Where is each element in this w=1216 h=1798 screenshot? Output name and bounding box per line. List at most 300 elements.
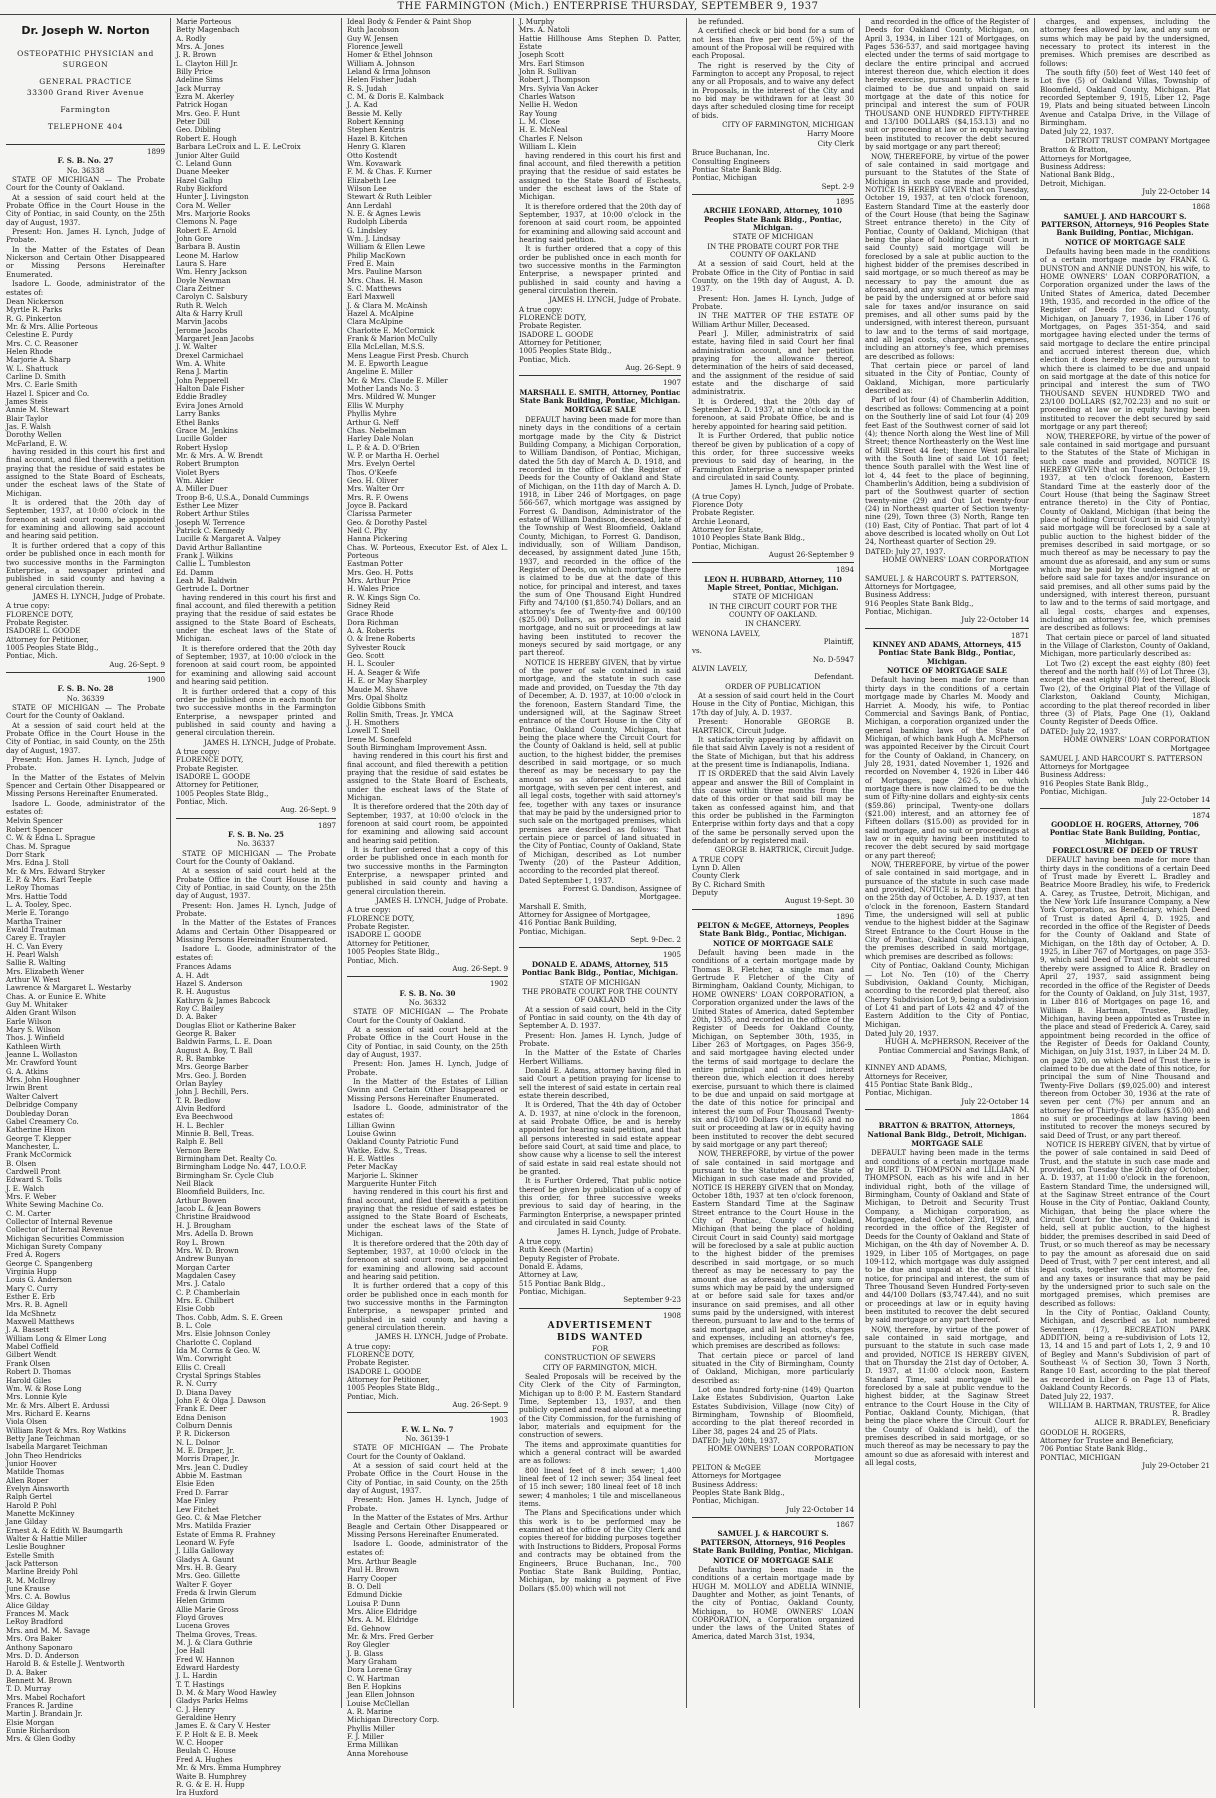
notice-name-line: Harley Dale Nolan: [347, 434, 414, 444]
notice-paragraph: Isadore L. Goode, administrator of the estates of:: [6, 798, 165, 817]
notice-paragraph: NOTICE IS HEREBY GIVEN, that by virtue of the power of sale contained in said Deed of Trust, and the statute in such case made and provided, on Tuesday the 26th day of October, A. D. 1937, at 11:00 o'clock in the forenoon, Eastern Standard Time, the undersigned will, at the Saginaw Street entrance of the Court House in the City of Pontiac, Oakland County, Michigan, that being the place where the Circuit Court for the County of Oakland is held, sell at public auction, to the highest bidder, the premises described in said Deed of Trust, or so much thereof as may be necessary to pay the amount as aforesaid due on said Deed of Trust, with 7 per cent interest, and all legal costs, together with said attorney fee, and any taxes or insurance that may be paid by the undersigned prior to such sale on the mortgaged premises, which premises are described as follows:: [1040, 1140, 1210, 1308]
notice-name-line: Pontiac, Michigan.: [692, 1496, 760, 1506]
notice-name-line: Esther E. Erb: [6, 1292, 55, 1302]
notice-name-line: Kathryn & James Babcock: [176, 995, 271, 1005]
notice-name-line: Sallie R. Walting: [6, 958, 66, 968]
column-2-body: [176, 18, 336, 1798]
notice-name-line: Geo. H. Oliver: [347, 475, 399, 485]
card-line-3: GENERAL PRACTICE: [39, 77, 132, 86]
notice-centered-line: STATE OF MICHIGAN: [732, 592, 814, 602]
notice-name-line: Douglas Eliot or Katherine Baker: [176, 1020, 296, 1030]
notice-name-line: Frank Olsen: [6, 1358, 51, 1368]
notice-name-line: Waite B. Humphrey: [176, 1771, 247, 1781]
notice-signature-line: 1896: [835, 911, 854, 921]
notice-name-line: Mrs. Elsie Johnson Conley: [176, 1329, 271, 1339]
notice-name-line: Carline D. Smith: [6, 371, 66, 381]
notice-name-line: Birmingham Lodge No. 447, I.O.O.F.: [176, 1162, 307, 1172]
notice-name-line: C. M. & Doris E. Kalmback: [347, 92, 444, 102]
notice-name-line: Grace M. Jenkins: [176, 425, 238, 435]
notice-signature-line: DETROIT TRUST COMPANY Mortgagee: [1065, 135, 1210, 145]
notice-name-line: Jack Murray: [176, 83, 221, 93]
notice-heading: PELTON & McGEE, Attorneys, Peoples State Bank Bldg., Pontiac, Michigan.: [696, 921, 850, 939]
notice-name-line: George R. Baker: [176, 1028, 236, 1038]
notice-paragraph: It is further ordered that a copy of this order be published once in each month for two successive months in the Farmington Enterprise, a newspaper printed and published in said county and having a general circulation therein.: [347, 1281, 508, 1332]
notice-name-line: S. C. Matthews: [347, 284, 402, 293]
notice-name-line: H. E. or May Sharpley: [347, 676, 428, 686]
notice-name-line: 1005 Peoples State Bldg.,: [347, 947, 440, 957]
notice-paragraph: Sealed Proposals will be received by the City Clerk of the City of Farmington, Michigan up to 8:00 P. M. Eastern Standard Time, September 13, 1937, and then publicly opened and read aloud at a meeting of the City Commission, for the furnishing of labor, materials and equipment for the construction of sewers.: [519, 1371, 681, 1440]
notice-name-line: J. R. Brown: [176, 50, 217, 60]
notice-name-line: Thos. Cobb, Adm. S. E. Green: [176, 1312, 283, 1322]
notice-paragraph: It is therefore ordered that the 20th day of September, 1937, at 10:00 o'clock in the forenoon at said court room, be appointed for examining and allowing said account and hearing said petition.: [519, 201, 681, 244]
notice-name-line: Mrs. Geo. H. Potts: [347, 567, 414, 577]
notice-centered-line: IN CHANCERY.: [745, 619, 801, 629]
notice-name-line: Harold B. & Estelle J. Wentworth: [6, 1659, 125, 1669]
notice-paragraph: At a session of said court held at the Probate Office in the Court House in the City of Pontiac, in said County, on the 25th day of August, 1937.: [6, 720, 165, 755]
notice-paragraph: That certain piece or parcel of land situated in the City of Pontiac, County of Oakland, Michigan, more particularly described as:: [865, 361, 1029, 396]
notice-name-line: Robert E. Arnold: [176, 225, 237, 235]
notice-name-line: Mrs. Mabel Rochafort: [6, 1692, 86, 1702]
notice-name-line: Joe Hall: [176, 1646, 205, 1656]
notice-name-line: Mrs. Lonnie Kyle: [6, 1392, 67, 1402]
notice-name-line: Lucille Golder: [176, 434, 227, 444]
card-line-2: SURGEON: [62, 60, 109, 69]
notice-signature-line: Aug. 26-Sept. 9: [280, 805, 336, 815]
notice-name-line: Attorney for Assignee of Mortgagee,: [519, 910, 651, 920]
notice-name-line: Gabel Creamery Co.: [6, 1116, 79, 1126]
notice-name-line: Attorney for Petitioner,: [519, 338, 602, 348]
notice-heading: DONALD E. ADAMS, Attorney, 515 Pontiac Bank Bldg., Pontiac, Michigan.: [521, 959, 679, 978]
notice-paragraph: Isadore L. Goode, administrator of the estates of:: [347, 1539, 508, 1557]
notice-name-line: Fred E. Main: [347, 258, 395, 268]
notice-signature-line: 1897: [317, 820, 336, 830]
notice-signature-line: WILLIAM B. HARTMAN, TRUSTEE, for Alice R. Bradley: [1048, 1400, 1210, 1419]
notice-name-line: Joseph Scott: [519, 50, 565, 60]
notice-paragraph: Present: Hon. James H. Lynch, Judge of Probate.: [519, 1030, 681, 1048]
notice-signature-line: Aug. 26-Sept. 9: [625, 363, 681, 373]
notice-name-line: Estelle Smith: [6, 1550, 55, 1560]
notice-name-line: Attorney at Law,: [519, 1270, 579, 1280]
notice-name-line: Magdalen Casey: [176, 1270, 236, 1280]
notice-name-line: Mrs. Marjorie Rooks: [176, 208, 251, 218]
notice-name-line: Dora Richman: [347, 617, 399, 627]
notice-paragraph: It is therefore ordered that the 20th day of September, 1937, at 10:00 o'clock in the forenoon at said court room, be appointed for examining and allowing said account and hearing said petition.: [347, 1238, 508, 1281]
notice-name-line: Mrs. John Houghner: [6, 1075, 80, 1085]
notice-name-line: A true copy:: [519, 304, 563, 314]
column-1-body: [6, 148, 165, 1744]
notice-separator: [1040, 808, 1210, 809]
notice-name-line: Pontiac, Michigan.: [519, 926, 587, 936]
notice-paragraph: having rendered in this court his first and final account, and filed therewith a petition praying that the residue of said estates be assigned to the State Board of Escheats, under the escheat laws of the State of Michigan.: [519, 150, 681, 202]
notice-paragraph: It is Further Ordered, That public notice thereof be given by publication of a copy of this order, for three successive weeks previous to said day of hearing, in the Farmington Enterprise, a newspaper printed and circulated in said County.: [519, 1176, 681, 1228]
notice-name-line: Orlan Bayley: [176, 1078, 223, 1088]
notice-name-line: Goldie Gibbons Smith: [347, 701, 426, 711]
notice-name-line: Marguerite Hunter Fitch: [347, 1179, 437, 1189]
notice-paragraph: Defaults having been made in the conditions of a certain mortgage made by FRANK G. DUNSTON and ANNIE DUNSTON, his wife, to HOME OWNERS' LOAN CORPORATION, a Corporation organized under the laws of the United States of America, dated December 19th, 1935, and recorded in the office of the Register of Deeds for Oakland County, Michigan, on January 7, 1936, in Liber 176 of Mortgages, on Pages 351-354, and said mortgagee having elected under the terms of said mortgage to declare the entire principal and accrued interest thereon due, which election it does hereby exercise, pursuant to which there is claimed to be due and unpaid on said mortgage at the date of this notice for principal and interest the sum of TWO THOUSAND SEVEN HUNDRED TWO and 23/100 DOLLARS ($2,702.23) and no suit or proceeding at law or in equity having been instituted to recover the debt secured by said mortgage or any part thereof;: [1040, 246, 1210, 432]
notice-name-line: Watke, Edw. S., Treas.: [347, 1145, 428, 1155]
notice-name-line: Larry Banks: [176, 409, 220, 419]
notice-paragraph: NOW, THEREFORE, by virtue of the power of sale contained in said mortgage and pursuant to the Statutes of the State of Michigan in such case made and provided, NOTICE IS HEREBY GIVEN that on Tuesday, October 19, 1937, at ten o'clock forenoon, Eastern Standard Time at the easterly door of the Court House (that being the Saginaw Street entrance thereto) in the City of Pontiac, County of Oakland, Michigan (that being the place of holding Circuit Court in said County) said mortgage will be foreclosed by a sale at public auction to the highest bidder of the premises described in said mortgage, or so much thereof as may be necessary to pay the amount due as aforesaid, and any sum or sums which may be paid by the undersigned at or before said sale for taxes and/or insurance on said premises, and all other sums paid by the undersigned, with interest thereon, pursuant to law and to the terms of said mortgage, and all legal costs, charges and expenses, including an attorney's fee, which premises are described as follows:: [1040, 431, 1210, 633]
notice-name-line: George T. Klepper: [6, 1133, 72, 1143]
notice-name-line: Dean Nickerson: [6, 296, 64, 306]
notice-paragraph: That certain piece or parcel of land situated in the Village of Clarkston, County of Oakland, Michigan, more particularly described as:: [1040, 632, 1210, 659]
notice-paragraph: DEFAULT having been made for more than ninety days in the conditions of a certain mortgage made by the City & District Building Company, a Michigan Corporation, to William Dandison, of Pontiac, Michigan, dated the 5th day of March A. D. 1918, and recorded in the office of the Register of Deeds for the County of Oakland and State of Michigan, on the 11th day of March A. D. 1918, in Liber 246 of Mortgages, on page 566-567, which mortgage was assigned by Forrest G. Dandison, Administrator of the estate of William Dandison, deceased, late of the Township of West Bloomfield, Oakland County, Michigan, to Forrest G. Dandison, individually, son of William Dandison, deceased, by assignment dated June 15th, 1937, and recorded in the office of the Register of Deeds, on which mortgage there is claimed to be due at the date of this notice, for principal and interest, and taxes the sum of One Thousand Eight Hundred Fifty and 74/100 ($1,850.74) Dollars, and an attorney's fee of Twenty-five and 00/100 ($25.00) Dollars, as provided for in said mortgage, and no suit or proceedings at law having been instituted to recover the moneys secured by said mortgage, or any part thereof.: [519, 414, 681, 658]
notice-name-line: Bennett M. Brown: [6, 1675, 72, 1685]
notice-paragraph: Donald E. Adams, attorney having filed in said Court a petition praying for license to sell the interest of said estate in certain real estate therein described,: [519, 1065, 681, 1100]
notice-signature-line: 1908: [662, 1310, 681, 1320]
notice-separator: [692, 194, 854, 195]
notice-name-line: J. L. Hardin: [176, 1671, 218, 1681]
notice-name-line: Halton Dale Fisher: [176, 384, 245, 394]
notice-separator: [176, 818, 336, 819]
notice-signature-line: July 22-October 14: [961, 1096, 1029, 1106]
notice-name-line: Cardwell Pront: [6, 1166, 61, 1176]
notice-name-line: H. J. Brougham: [176, 1220, 232, 1230]
notice-centered-line: No. 36337: [237, 839, 275, 849]
notice-signature-line: Mortgagee: [1170, 744, 1210, 754]
notice-name-line: Colburn Dennis: [176, 1421, 233, 1431]
notice-name-line: Robert D. Thomas: [6, 1367, 71, 1377]
notice-name-line: Ed. Damm: [176, 567, 214, 577]
notice-paragraph: Lot one hundred forty-nine (149) Quarton Lake Estates Subdivision, Quarton Lake Estates Subdivision, Village (now City) of Birmingham, Township of Bloomfield, according to the plat thereof recorded in Liber 38, pages 24 and 25 of Plats.: [692, 1384, 854, 1436]
notice-name-line: Probate Register.: [6, 617, 69, 627]
notice-paragraph: having resided in this court his first and final account, and filed therewith a petition praying that the residue of said estates be assigned to the State Board of Escheats, under the escheat laws of the State of Michigan.: [6, 447, 165, 498]
notice-name-line: Birmingham Sr. Cycle Club: [176, 1170, 274, 1180]
notice-name-line: Lucena Groves: [176, 1621, 230, 1631]
notice-name-line: Earl Maxwell: [347, 292, 395, 302]
column-6-body: [865, 18, 1029, 1467]
notice-name-line: Elizabeth Lee: [347, 175, 397, 185]
notice-name-line: Mrs. Pauline Marson: [347, 267, 422, 277]
notice-name-line: H. A. Seager & Wife: [347, 667, 420, 677]
notice-name-line: Annie M. Stewart: [6, 405, 70, 415]
notice-name-line: Robert Spencer: [6, 824, 63, 834]
notice-name-line: Grace Rhode: [347, 609, 394, 619]
notice-name-line: Ann Lerdahl: [347, 200, 392, 210]
notice-name-line: ISADORE L. GOODE: [347, 1366, 422, 1376]
notice-name-line: Thos. O'Keefe: [347, 467, 397, 477]
notice-name-line: H. E. Wattles: [347, 1154, 395, 1164]
notice-name-line: Junior Hoover: [6, 1458, 57, 1468]
notice-name-line: A. Miller Duer: [176, 484, 228, 494]
notice-paragraph: It is therefore ordered that the 20th day of September, 1937, at 10:00 o'clock in the forenoon at said court room, be appointed for examining and allowing said account and hearing said petition.: [347, 802, 508, 845]
notice-name-line: Vernon Bere: [176, 1145, 221, 1155]
notice-name-line: D. A. Baker: [6, 1667, 47, 1677]
notice-name-line: A. Rodly: [176, 33, 207, 43]
notice-name-line: Mrs. D. D. Anderson: [6, 1650, 79, 1660]
notice-name-line: Joyce B. Packard: [347, 500, 408, 510]
notice-name-line: Arthur G. Neff: [347, 417, 399, 427]
notice-name-line: Otto Kostendt: [347, 150, 398, 160]
notice-name-line: C. M. Carter: [6, 1208, 51, 1218]
notice-name-line: Collector of Internal Revenue: [6, 1216, 113, 1226]
notice-name-line: GOODLOE H. ROGERS,: [1040, 1427, 1126, 1437]
notice-name-line: W. C. Hooper: [176, 1738, 224, 1748]
notice-name-line: Lillian Gwinn: [347, 1120, 395, 1130]
notice-name-line: Elsie Morgan: [6, 1717, 55, 1727]
notice-name-line: Geo. Dibling: [176, 125, 221, 135]
notice-paragraph: Defaults having been made in the conditions of a certain mortgage made by HUGH M. MOLLOY and ADELIA WINNIE, Daughter and Mother, as joint Tenants, of the city of Pontiac, Oakland County, Michigan, to HOME OWNERS' LOAN CORPORATION, a Corporation organized under the laws of the United States of America, dated March 31st, 1934,: [692, 1564, 854, 1641]
notice-name-line: Pontiac, Michigan.: [692, 541, 760, 551]
notice-name-line: Lynn D. Allen: [692, 863, 741, 872]
notice-signature-line: July 22-October 14: [1142, 795, 1210, 805]
notice-name-line: Elsie Cobb: [176, 1304, 215, 1314]
notice-name-line: M. J. & Clara Guthrie: [176, 1638, 253, 1647]
notice-name-line: Christine Braidwood: [176, 1212, 251, 1222]
notice-name-line: E. P. & Mrs. Earl Teeple: [6, 874, 92, 884]
notice-name-line: Pontiac, Mich.: [176, 796, 228, 806]
notice-name-line: Doyle Newman: [176, 275, 231, 285]
notice-name-line: Mrs. A. M. Eldridge: [347, 1615, 419, 1625]
notice-name-line: David Arthur Ballantine: [176, 542, 262, 552]
notice-name-line: John Theo Hendricks: [6, 1450, 82, 1460]
notice-name-line: Probate Register.: [347, 922, 410, 932]
notice-name-line: John Pepperell: [176, 375, 229, 385]
notice-name-line: Paul H. Brown: [347, 1565, 399, 1575]
notice-name-line: Roy L. Brown: [176, 1237, 225, 1247]
notice-name-line: F. P. Holt & E. B. Meek: [176, 1729, 258, 1739]
notice-signature-line: 1902: [489, 979, 508, 989]
column-5: [692, 18, 854, 1706]
notice-paragraph: NOW, THEREFORE, by virtue of the power of sale contained in said mortgage, and in pursuance of the statute in such case made and provided, NOTICE is hereby given that on the 25th day of October, A. D. 1937, at ten o'clock in the forenoon, Eastern Standard Time, the undersigned will sell at public vendue to the highest bidder at the Saginaw Street Entrance to the Court House in the City of Pontiac, Oakland County, Michigan, the premises described in said mortgage, which premises are described as follows:: [865, 860, 1029, 961]
notice-name-line: A. A. Roberts: [347, 626, 395, 636]
notice-name-line: Troop B-6, U.S.A., Donald Cummings: [176, 492, 309, 502]
notice-name-line: Mr. & Mrs. Albert E. Ardussi: [6, 1400, 110, 1410]
notice-name-line: M. E. Draper, Jr.: [176, 1446, 235, 1456]
notice-name-line: L. Clayton Hill Jr.: [176, 58, 239, 68]
notice-name-line: FLORENCE DOTY,: [347, 1349, 415, 1359]
notice-name-line: D. Diana Davey: [176, 1387, 232, 1397]
notice-name-line: Mrs. Arthur Price: [347, 576, 411, 586]
notice-name-line: Rena J. Martin: [176, 367, 228, 377]
notice-name-line: Helen Fisher Judah: [347, 75, 417, 85]
notice-name-line: Mrs. Arthur Beagle: [347, 1556, 417, 1566]
notice-name-line: Billy Price: [176, 67, 213, 77]
notice-paragraph: At a session of said court held in the Court House in the City of Pontiac, Michigan, this 17th day of July, A. D. 1937.: [692, 691, 854, 717]
notice-name-line: Mrs. H. B. Geary: [176, 1562, 237, 1572]
notice-name-line: Roy Glegler: [347, 1640, 390, 1650]
notice-heading: MORTGAGE SALE: [564, 405, 636, 415]
notice-name-line: Bessie M. Kelly: [347, 108, 403, 118]
notice-name-line: J. H. Smothers: [347, 717, 400, 727]
notice-name-line: Frances R. Jardine: [6, 1700, 74, 1710]
notice-heading: KINNEY AND ADAMS, Attorneys, 415 Pontiac State Bank Bldg., Pontiac, Michigan.: [872, 640, 1022, 666]
notice-name-line: DATED: July 22, 1937.: [1040, 726, 1121, 736]
notice-name-line: Clemons N. Page: [176, 217, 238, 227]
notice-paragraph: DEFAULT having been made for more than thirty days in the conditions of a certain Deed of Trust made by Everett L. Bradley and Beatrice Moore Bradley, his wife, to Frederick A. Carey, as Trustee, Detroit, Michigan, and the New York Life Insurance Company, a New York Corporation, as Beneficiary, which Deed of Trust is dated April 4, D. 1925, and recorded in the office of the Register of Deeds for the County of Oakland and State of Michigan, on the 18th day of October, A. D. 1925, in Liber 767 of Mortgages, on page 353-9, which said Deed of Trust and debt secured thereby were assigned to Alice R. Bradley on April 27, 1937, said assignment being recorded in the office of the Register of Deeds for the County of Oakland, on July 31st, 1937, in Liber 816 of Mortgages on page 16, and William B. Hartman, Trustee, Bradley, Michigan, having been appointed as Trustee in the place and stead of Frederick A. Carey, said appointment being recorded in the office of the Register of Deeds for Oakland County, Michigan, on July 31st, 1937, in Liber 24 M. D. on page 320, on which Deed of Trust there is claimed to be due at the date of this notice, for principal the sum of Nine Thousand and Twenty-Five Dollars ($9,025.00) and interest thereon from October 30, 1936 at the rate of seven per cent (7%) per annum and an attorney fee of Thirty-five dollars ($35.00) and no suit or proceedings at law having been instituted to recover the moneys secured by said Deed of Trust, or any part thereof.: [1040, 855, 1210, 1140]
notice-name-line: Mrs. Ora Baker: [6, 1634, 62, 1644]
notice-name-line: SAMUEL J. & HARCOURT S. PATTERSON,: [865, 573, 1019, 583]
notice-name-line: Evira Jones Arnold: [176, 400, 244, 410]
notice-name-line: LeRoy Thomas: [6, 883, 59, 893]
notice-name-line: 1005 Peoples State Bldg.,: [176, 788, 269, 798]
notice-name-line: Dated July 20, 1937.: [865, 1028, 939, 1038]
notice-name-line: A true copy:: [347, 1341, 391, 1351]
notice-name-line: Chas. M. Sprague: [6, 841, 71, 851]
notice-name-line: Charlotte C. Copland: [176, 1337, 252, 1347]
notice-name-line: William A. Johnson: [347, 58, 415, 68]
notice-heading: SAMUEL J. AND HARCOURT S. PATTERSON, Attorneys, 916 Peoples State Bank Building, Pontiac, Michigan.: [1040, 211, 1210, 238]
masthead-rule: [0, 14, 1216, 15]
notice-heading: NOTICE OF MORTGAGE SALE: [712, 1555, 834, 1565]
notice-signature-line: September 9-23: [623, 1295, 681, 1305]
notice-name-line: ISADORE L. GOODE: [347, 930, 422, 940]
notice-name-line: Attorney for Petitioner,: [176, 780, 259, 790]
column-5-body: [692, 18, 854, 1641]
notice-name-line: Helen Rhode: [6, 346, 53, 356]
notice-paragraph: NOW, THEREFORE, by virtue of the power of sale contained in said mortgage and pursuant to the Statutes of the State of Michigan in such case made and provided, NOTICE IS HEREBY GIVEN that on Tuesday, October 19, 1937, at ten o'clock forenoon, Eastern Standard Time at the easterly door of the Court House (that being the Saginaw Street entrance thereto) in the City of Pontiac, County of Oakland, Michigan (that being the place of holding Circuit Court in said County) said mortgage will be foreclosed by a sale at public auction to the highest bidder of the premises described in said mortgage, or so much thereof as may be necessary to pay the amount due as aforesaid, and any sum or sums which may be paid by the undersigned at or before said sale for taxes and/or insurance on said premises, and all other sums paid by the undersigned, with interest thereon, pursuant to law and to the terms of said mortgage, and all legal costs, charges and expenses, including an attorney's fee, which premises are described as follows:: [865, 151, 1029, 361]
notice-signature-line: 1874: [1191, 810, 1210, 820]
notice-name-line: J. E. Walch: [6, 1183, 45, 1193]
notice-paragraph: 800 lineal feet of 8 inch sewer; 1,400 lineal feet of 12 inch sewer; 354 lineal feet of 15 inch sewer; 180 lineal feet of 18 inch sewer; 4 manholes; 1 tile and miscellaneous items.: [519, 1465, 681, 1509]
notice-name-line: Virginia Hupp: [6, 1267, 57, 1277]
notice-name-line: D. M. & Mary Wood Hawley: [176, 1688, 277, 1698]
notice-paragraph: Default having been made for more than thirty days in the conditions of a certain mortgage made by Charles M. Moody and Harriet A. Moody, his wife, to Pontiac Commercial and Savings Bank, of Pontiac, Michigan, a corporation organized under the general banking laws of the State of Michigan, of which bank Hugh A. McPherson was appointed Receiver by the Circuit Court for the County of Oakland, in Chancery, on July 28, 1931, dated November 1, 1926 and recorded on November 4, 1926 in Liber 446 of Mortgages, page 262-5, on which mortgage there is now claimed to be due the sum of Fifty-nine dollars and eighty-six cents ($59.86) principal, Twenty-one dollars ($21.00) interest, and an attorney fee of Fifteen dollars ($15.00) as provided for in said mortgage, and no suit or proceedings at law or in equity having been instituted to recover the debt secured by said mortgage or any part thereof;: [865, 675, 1029, 860]
notice-name-line: John F. & Olga J. Dawson: [176, 1396, 266, 1406]
notice-name-line: Ella McLellan, M.S.S.: [347, 342, 425, 352]
notice-name-line: A true copy.: [519, 1236, 562, 1246]
notice-name-line: Mrs. F. Weber: [6, 1191, 57, 1201]
notice-paragraph: Lot Two (2) except the east eighty (80) feet thereof and the north half (½) of Lot Three (3), except the east eighty (80) feet thereof, Block Two (2), of the Original Plat of the Village of Clarkston, Oakland County, Michigan, according to the plat thereof recorded in liber three (3) of Plats, Page One (1), Oakland County Register of Deeds Office.: [1040, 658, 1210, 727]
notice-name-line: Clara McAlpine: [347, 317, 404, 327]
notice-name-line: Wm. Henry Jackson: [176, 267, 247, 277]
notice-name-line: J. Lilla Galloway: [176, 1546, 234, 1556]
notice-name-line: Pontiac, Mich.: [519, 354, 571, 364]
notice-name-line: Business Address:: [865, 590, 931, 600]
notice-name-line: James E. & Cary V. Hester: [176, 1721, 271, 1731]
notice-paragraph: NOW, THEREFORE, by virtue of the power of sale contained in said mortgage and pursuant to the Statutes of the State of Michigan in such case made and provided, NOTICE IS HEREBY GIVEN that on Monday, October 18th, 1937 at ten o'clock forenoon, Eastern Standard Time at the Saginaw Street entrance to the Court House in the City of Pontiac, County of Oakland, Michigan (that being the place of holding Circuit Court in said County) said mortgage will be foreclosed by a sale at public auction to the highest bidder of the premises described in said mortgage, or so much thereof as may be necessary to pay the amount due as aforesaid, and any sum or sums which may be paid by the undersigned at or before said sale for taxes and/or insurance on said premises, and all other sums paid by the undersigned, with interest thereon, pursuant to law and to the terms of said mortgage, and all legal costs, charges and expenses, including an attorney's fee, which premises are described as follows:: [692, 1149, 854, 1351]
notice-centered-line: No. 36338: [66, 165, 105, 175]
card-line-5: Farmington: [60, 105, 111, 114]
notice-name-line: Ira Huxford: [176, 1788, 219, 1798]
notice-name-line: Junior Alter Guild: [176, 150, 240, 160]
notice-name-line: J. Murphy: [519, 17, 555, 26]
notice-name-line: Attorneys for Mortgagee: [692, 1471, 782, 1481]
notice-paragraph: having rendered in this court his first and final account, and filed therewith a petition praying that the residue of said estates be assigned to the State Board of Escheats, under the escheat laws of the State of Michigan.: [347, 751, 508, 802]
notice-name-line: Earle Wilson: [6, 1016, 52, 1026]
notice-name-line: Collector of Internal Revenue: [6, 1225, 113, 1235]
notice-name-line: M. E. Epworth League: [347, 359, 429, 369]
column-divider: [513, 18, 514, 1708]
notice-name-line: Nellie H. Wedon: [519, 100, 578, 110]
notice-name-line: Hazel Gallup: [176, 175, 223, 185]
notice-name-line: DATED: July 27, 1937.: [865, 546, 946, 556]
notice-name-line: Estate of Emma R. Frahney: [176, 1529, 276, 1539]
notice-name-line: Attorney for Petitioner,: [6, 634, 89, 644]
notice-name-line: A. H. Adt: [176, 970, 209, 980]
notice-signature-line: HOME OWNERS' LOAN CORPORATION: [707, 1444, 854, 1454]
notice-name-line: Mrs. C. Earle Smith: [6, 380, 78, 390]
notice-name-line: Frances Adams: [176, 962, 232, 972]
notice-name-line: Cora M. Weller: [176, 200, 231, 210]
notice-paragraph: It is further ordered that a copy of this order be published once in each month for two successive months in the Farmington Enterprise, a newspaper printed and published in said county and having a general circulation therein.: [6, 540, 165, 592]
notice-name-line: 515 Pontiac Bank Bldg.,: [519, 1278, 606, 1288]
notice-name-line: Bruce Buchanan, Inc.: [692, 148, 770, 158]
notice-name-line: Betty Magenbach: [176, 25, 240, 35]
notice-name-line: 706 Pontiac State Bank Bldg.,: [1040, 1444, 1148, 1454]
notice-name-line: Fred W. Hannon: [176, 1654, 235, 1664]
notice-paragraph: STATE OF MICHIGAN — The Probate Court for the County of Oakland.: [347, 1443, 508, 1461]
notice-name-line: LeRoy Bradford: [6, 1617, 63, 1627]
notice-name-line: Jean Ellen Johnson: [347, 1690, 415, 1700]
notice-name-line: Probate Register.: [692, 508, 755, 518]
notice-paragraph: The right is reserved by the City of Farmington to accept any Proposal, to reject any or all Proposals, and to waive any defect in Proposals, in the interest of the City and no bid may be withdrawn for at least 30 days after scheduled closing time for receipt of bids.: [692, 60, 854, 120]
notice-separator: [692, 909, 854, 910]
notice-paragraph: STATE OF MICHIGAN — The Probate Court for the County of Oakland.: [347, 1007, 508, 1025]
notice-signature-line: August 26-September 9: [768, 549, 854, 559]
notice-name-line: Mrs. and M. M. Savage: [6, 1625, 91, 1635]
notice-paragraph: It is further ordered that a copy of this order be published once in each month for two successive months in the Farmington Enterprise, a newspaper printed and published in said county and having a general circulation therein.: [176, 686, 336, 738]
notice-name-line: Ida McShnetz: [6, 1308, 56, 1318]
notice-paragraph: The items and approximate quantities for which a general contract will be awarded are as follows:: [519, 1439, 681, 1466]
notice-name-line: Ray Young: [519, 108, 558, 118]
notice-name-line: William Long & Elmer Long: [6, 1333, 107, 1343]
notice-name-line: Leone M. Harlow: [176, 250, 239, 260]
notice-name-line: Chas. W. Porteous, Executor Est. of Alex L. Porteous: [347, 542, 508, 560]
notice-paragraph: In the Matter of the Estates of Mrs. Arthur Beagle and Certain Other Disappeared or Missing Persons Hereinafter Enumerated.: [347, 1513, 508, 1539]
notice-name-line: Dated September 1, 1937.: [519, 875, 614, 885]
notice-name-line: C. W. & Edna L. Sprague: [6, 833, 96, 843]
notice-paragraph: NOW, therefore, by virtue of the power of sale contained in said mortgage, and pursuant to the statute in such case made and provided, NOTICE IS HEREBY GIVEN, that on Thursday the 21st day of October, A. D. 1937, at 11:00 o'clock noon, Eastern Standard Time, said mortgage will be foreclosed by a sale at public vendue to the highest bidder, at the Saginaw Street entrance to the Court House in the City of Pontiac, Oakland County, Michigan, (that being the place where the Circuit Court for the County of Oakland is held), of the premises described in said mortgage, or so much thereof as may be necessary to pay the amount so due as aforesaid with interest and all legal costs,: [865, 1324, 1029, 1468]
notice-paragraph: City of Pontiac, Oakland County, Michigan — Lot No. Ten (10) of the Cherry Subdivision, Oakland County, Michigan, according to the recorded plat thereof, also Cherry Subdivision Lot 9, being a subdivision of Lot 41 and part of Lots 42 and 47 of the Eastern Addition to the City of Pontiac, Michigan.: [865, 961, 1029, 1029]
notice-name-line: Pontiac, Mich.: [6, 651, 58, 661]
notice-name-line: Mr. & Mrs. Edward Stryker: [6, 866, 105, 876]
notice-signature-line: JAMES H. LYNCH, Judge of Probate.: [375, 896, 508, 906]
notice-name-line: Mrs. Hattie Todd: [6, 891, 68, 901]
notice-name-line: Alta & Harry Krull: [176, 309, 243, 319]
notice-name-line: Sylvester Rouck: [347, 642, 406, 652]
notice-name-line: Hunter J. Livingston: [176, 192, 249, 202]
notice-signature-line: Forrest G. Dandison, Assignee of Mortgagee.: [562, 884, 681, 902]
column-divider: [859, 18, 860, 1708]
column-divider: [686, 18, 687, 1708]
notice-name-line: Eva Beechwood: [176, 1112, 233, 1122]
notice-name-line: Leland & Irma Johnson: [347, 67, 431, 77]
notice-name-line: Frank E. Deer: [176, 1404, 227, 1414]
notice-signature-line: 1871: [1010, 630, 1029, 640]
notice-name-line: Mrs. Edna J. Stoll: [6, 858, 69, 868]
notice-heading: LEON H. HUBBARD, Attorney, 110 Maple Street, Pontiac, Michigan.: [704, 574, 842, 592]
notice-signature-line: July 29-October 21: [1142, 1461, 1210, 1471]
notice-paragraph: DEFAULT having been made in the terms and conditions of a certain mortgage made by BURT D. THOMPSON and LILLIAN M. THOMPSON, each as his wife and in her individual right, both of the village of Birmingham, County of Oakland and State of Michigan, to Detroit and Security Trust Company, a Michigan corporation, as Mortgagee, dated October 23rd, 1929, and recorded in the office of the Register of Deeds for the County of Oakland and State of Michigan, on the 4th day of November A. D. 1929, in Liber 105 of Mortgages, on page 109-112, which mortgage was duly assigned to be due and unpaid at the date of this notice, for principal and interest, the sum of Three Thousand Seven Hundred Forty-seven and 44/100 Dollars ($3,747.44), and no suit or proceedings at law or in equity having been instituted to recover the debt secured by said mortgage or any part thereof.: [865, 1148, 1029, 1325]
notice-name-line: J. & Clara M. McAinsh: [347, 300, 428, 310]
notice-name-line: Leonard W. Fyfe: [176, 1537, 235, 1547]
notice-name-line: Pontiac, Michigan.: [1040, 786, 1108, 796]
notice-name-line: Mrs. & Glen Godby: [6, 1734, 76, 1744]
notice-name-line: Walter & Hattie Miller: [6, 1534, 87, 1544]
notice-name-line: Oakland County Patriotic Fund: [347, 1137, 459, 1147]
notice-name-line: Jane Gilday: [6, 1517, 48, 1527]
notice-signature-line: 1905: [662, 950, 681, 960]
notice-name-line: W. P. or Martha H. Oerhel: [347, 450, 440, 460]
notice-name-line: Deputy: [692, 888, 718, 898]
notice-signature-line: Defendant.: [814, 672, 854, 682]
notice-name-line: William & Ellen Lewe: [347, 242, 425, 252]
notice-name-line: C. Leland Gunn: [176, 158, 232, 168]
notice-name-line: Hazel A. McAlpine: [347, 309, 414, 319]
notice-paragraph: Present: Hon. James H. Lynch, Judge of Probate.: [347, 1495, 508, 1513]
notice-name-line: Harold P. Pohl: [6, 1500, 57, 1510]
notice-centered-line: No. 36339: [66, 693, 105, 703]
notice-signature-line: 1903: [489, 1415, 508, 1425]
notice-centered-line: No. 36139-1: [405, 1434, 450, 1444]
notice-name-line: Manette McKinney: [6, 1509, 75, 1518]
notice-name-line: Thos. J. Winfield: [6, 1033, 65, 1043]
notice-name-line: Laura S. Hare: [176, 258, 227, 268]
notice-name-line: Edna Denison: [176, 1412, 226, 1422]
notice-name-line: R. R. Bambke: [176, 1053, 225, 1063]
notice-paragraph: STATE OF MICHIGAN — The Probate Court for the County of Oakland.: [6, 175, 165, 193]
